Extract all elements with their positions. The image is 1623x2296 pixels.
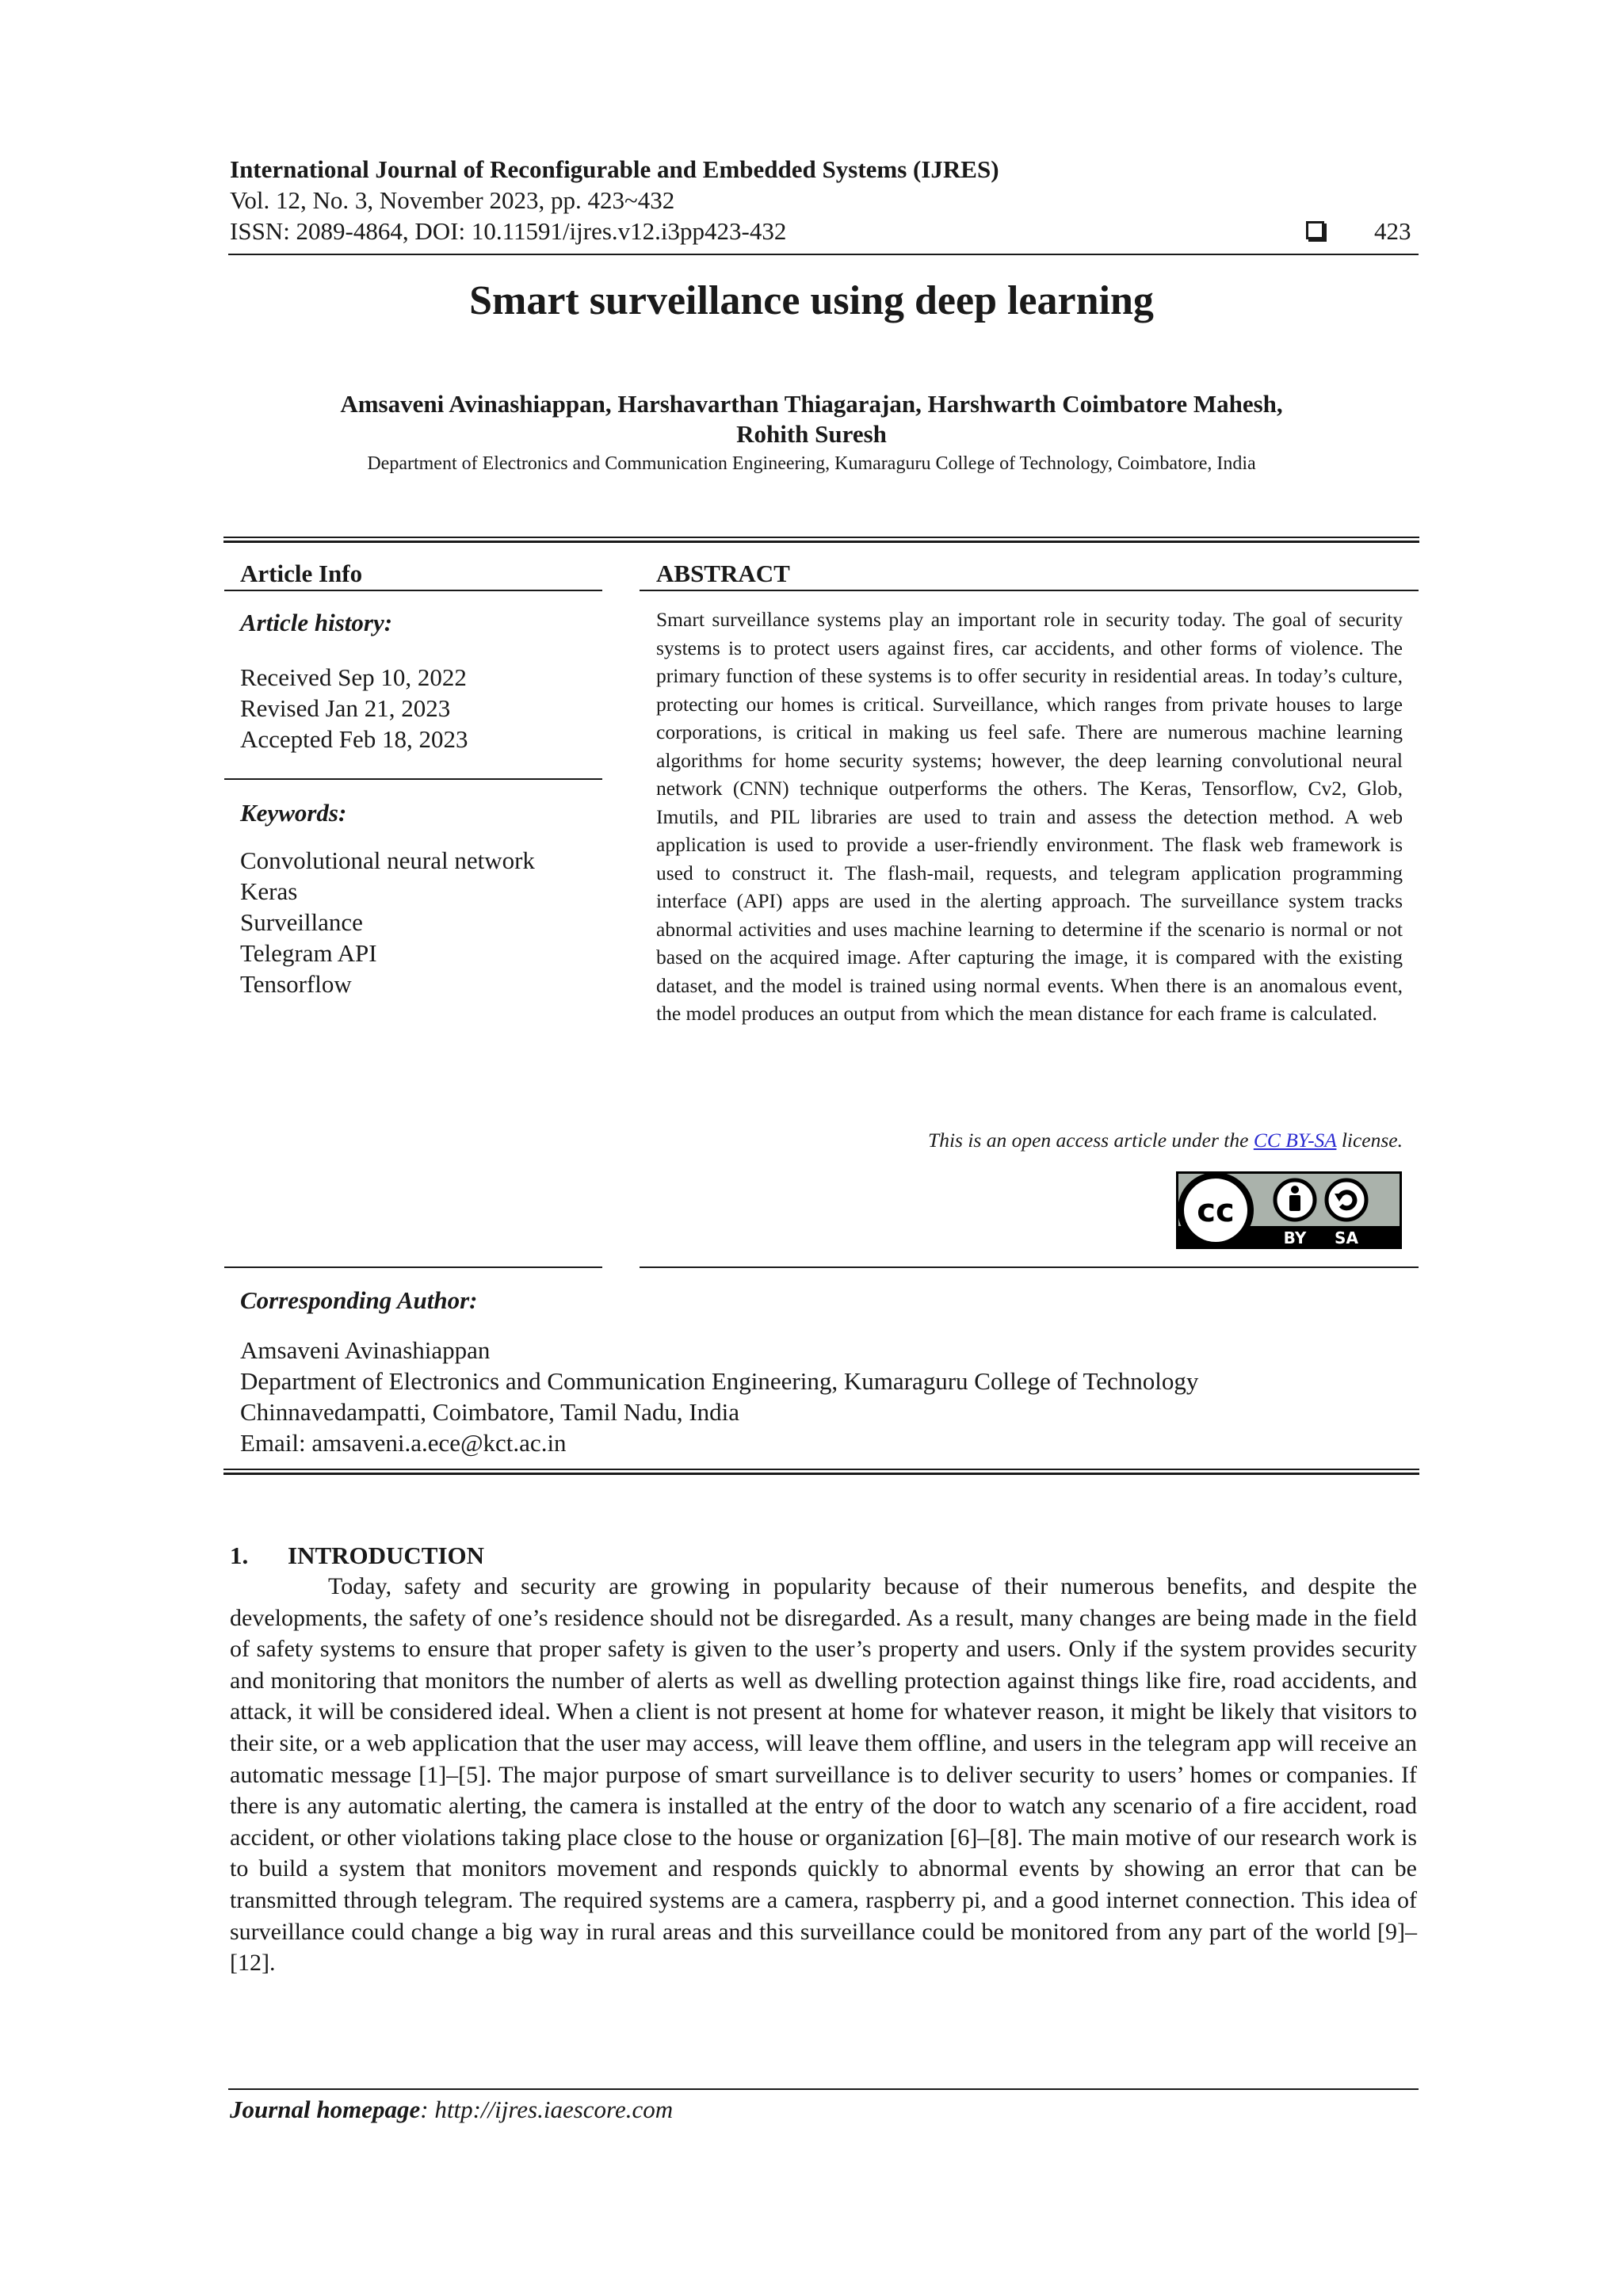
journal-homepage-url[interactable]: : http://ijres.iaescore.com [420, 2095, 674, 2123]
keyword-item: Telegram API [240, 939, 377, 967]
info-box-top-rule [223, 537, 1419, 543]
introduction-text: Today, safety and security are growing in popularity because of their numerous benefits, and despite the developments, the safety of one’s residence should not be disregarded. As a result, many changes are being made in the field of safety systems to ensure that proper safety is given to the user’s property and users. Only if the system provides security and monitoring that monitors the number of alerts as well as dwelling protection against things like fire, road accidents, and attack, it will be considered ideal. When a client is not present at home for whatever reason, it might be likely that visitors to their site, or a web application that the user may access, will leave them offline, and users in the telegram app will receive an automatic message [1]–[5]. The major purpose of smart surveillance is to deliver security to users’ homes or companies. If there is any automatic alerting, the camera is installed at the entry of the door to watch any scenario of a fire accident, road accident, or other violations taking place close to the house or organization [6]–[8]. The main motive of our research work is to build a system that monitors movement and responds quickly to abnormal events by showing an error that can be transmitted through telegram. The required systems are a camera, raspberry pi, and a good internet connection. This idea of surveillance could change a big way in rural areas and this surveillance could be monitored from any part of the world [9]–[12]. [230, 1573, 1417, 1977]
license-statement [656, 1129, 1403, 1152]
license-prefix: This is an open access article under the [928, 1129, 1254, 1152]
header-divider [228, 254, 1419, 255]
article-history-label: Article history: [240, 609, 393, 636]
abstract-rule [640, 590, 1419, 591]
abstract-bottom-rule [640, 1266, 1419, 1268]
corresponding-author-address: Chinnavedampatti, Coimbatore, Tamil Nadu, India [240, 1398, 740, 1426]
paper-title: Smart surveillance using deep learning [469, 278, 1154, 323]
keyword-item: Convolutional neural network [240, 846, 535, 874]
cc-by-sa-badge-icon[interactable] [1176, 1171, 1402, 1249]
section-heading-introduction [230, 1541, 484, 1570]
svg-text:cc: cc [1197, 1193, 1235, 1229]
abstract-text: Smart surveillance systems play an important role in security today. The goal of security systems is to protect users against fires, car accidents, and other forms of violence. The primary function of these systems is to offer security in residential areas. In today’s culture, protecting our homes is critical. Surveillance, which ranges from private houses to large corporations, is critical in making us feel safe. There are numerous machine learning algorithms for home security systems; however, the deep learning convolutional neural network (CNN) technique outperforms the others. The Keras, Tensorflow, Cv2, Glob, Imutils, and PIL libraries are used to train and assess the detection method. A web application is used to provide a user-friendly environment. The flask web framework is used to construct it. The flash-mail, requests, and telegram application programming interface (API) apps are used in the alerting approach. The surveillance system tracks abnormal activities and uses machine learning to determine if the scenario is normal or not based on the acquired image. After capturing the image, it is compared with the existing dataset, and the model is trained using normal events. When there is an anomalous event, the model produces an output from which the mean distance for each frame is calculated. [656, 608, 1403, 1025]
journal-homepage-label: Journal homepage [230, 2095, 421, 2123]
badge-by-text: BY [1283, 1228, 1307, 1247]
page-number: 423 [1374, 217, 1411, 245]
keyword-item: Surveillance [240, 908, 363, 936]
article-info-rule [224, 590, 602, 591]
abstract-heading: ABSTRACT [656, 560, 790, 587]
license-link[interactable]: CC BY-SA [1253, 1129, 1337, 1152]
author-affiliation: Department of Electronics and Communication Engineering, Kumaraguru College of Technology, Coimbatore, India [367, 453, 1256, 474]
keywords-rule [224, 778, 602, 780]
badge-sa-text: SA [1335, 1228, 1358, 1247]
history-accepted: Accepted Feb 18, 2023 [240, 725, 468, 753]
keyword-item: Keras [240, 877, 298, 905]
license-suffix: license. [1336, 1129, 1403, 1152]
footer-rule [228, 2088, 1419, 2090]
article-info-heading: Article Info [240, 560, 363, 587]
journal-homepage [230, 2095, 673, 2124]
authors-line-2: Rohith Suresh [736, 420, 887, 448]
issn-doi-line: ISSN: 2089-4864, DOI: 10.11591/ijres.v12.i3pp423-432 [230, 217, 787, 245]
corresponding-author-department: Department of Electronics and Communication Engineering, Kumaraguru College of Technology [240, 1367, 1199, 1395]
section-number: 1. [230, 1541, 249, 1569]
section-title: INTRODUCTION [288, 1541, 485, 1569]
info-box-bottom-rule [223, 1469, 1419, 1475]
journal-name: International Journal of Reconfigurable and Embedded Systems (IJRES) [230, 155, 999, 183]
corresponding-author-label: Corresponding Author: [240, 1286, 478, 1314]
corresponding-author-name: Amsaveni Avinashiappan [240, 1336, 491, 1364]
history-received: Received Sep 10, 2022 [240, 663, 467, 691]
authors-line-1: Amsaveni Avinashiappan, Harshavarthan Thiagarajan, Harshwarth Coimbatore Mahesh, [340, 390, 1283, 418]
left-column-bottom-rule [224, 1266, 602, 1268]
history-revised: Revised Jan 21, 2023 [240, 694, 451, 722]
keywords-label: Keywords: [240, 799, 347, 827]
volume-line: Vol. 12, No. 3, November 2023, pp. 423~432 [230, 186, 675, 214]
corresponding-author-email: Email: amsaveni.a.ece@kct.ac.in [240, 1429, 567, 1457]
keyword-item: Tensorflow [240, 970, 352, 998]
checkbox-square-icon [1306, 221, 1324, 239]
